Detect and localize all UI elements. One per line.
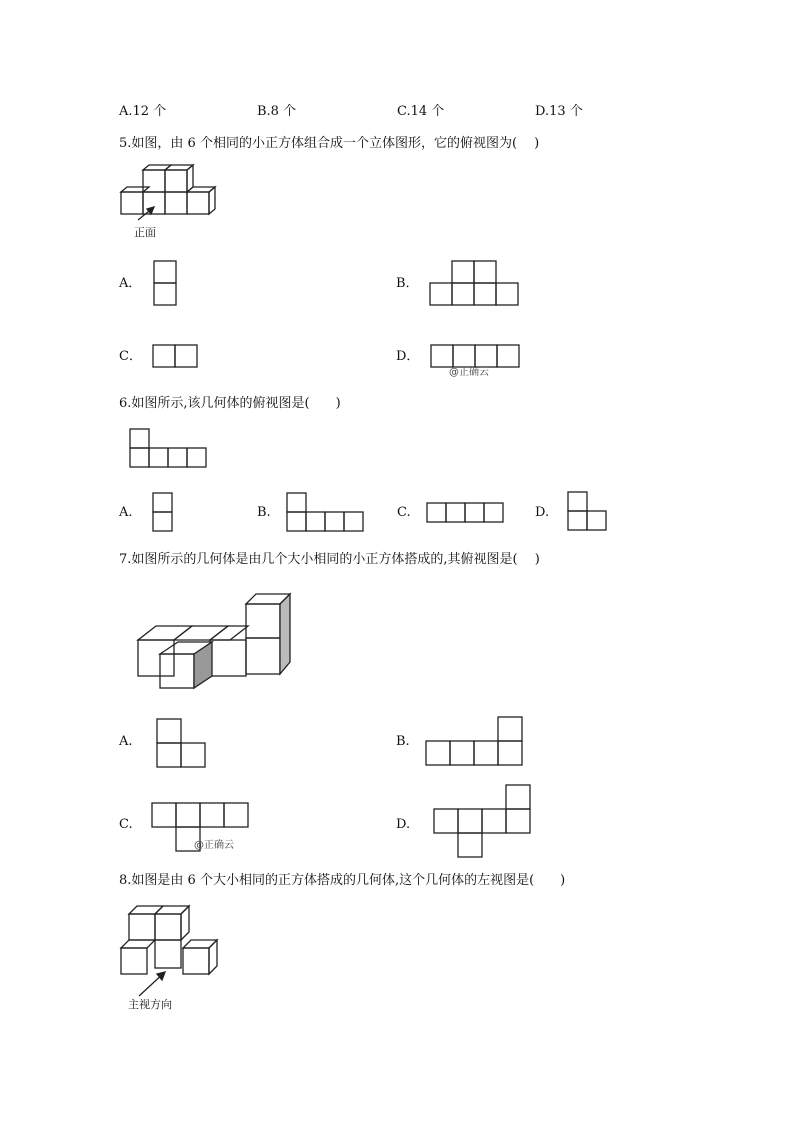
q5-option-b-figure	[429, 260, 521, 306]
q7-option-d-label: D.	[396, 817, 411, 832]
q8-direction-label: 主视方向	[128, 998, 172, 1011]
q4-option-c: C.14 个	[397, 104, 445, 119]
q4-option-d: D.13 个	[535, 104, 583, 119]
q7-option-d-figure	[433, 784, 533, 858]
q6-option-d-label: D.	[535, 505, 550, 520]
q8-question: 8.如图是由 6 个大小相同的正方体搭成的几何体,这个几何体的左视图是( )	[119, 873, 566, 888]
q6-option-c-label: C.	[397, 505, 411, 520]
q5-option-c-figure	[152, 344, 200, 368]
q8-solid-figure	[119, 904, 229, 1004]
q5-question: 5.如图，由 6 个相同的小正方体组合成一个立体图形，它的俯视图为( )	[119, 136, 540, 151]
q5-solid-figure	[118, 165, 228, 225]
q5-option-b-label: B．	[396, 276, 419, 291]
q7-question: 7.如图所示的几何体是由几个大小相同的小正方体搭成的,其俯视图是( )	[119, 552, 540, 567]
q7-option-c-label: C.	[119, 817, 133, 832]
q5-front-label: 正面	[134, 226, 156, 239]
q4-option-a: A.12 个	[119, 104, 167, 119]
q5-watermark: @正确云	[449, 367, 489, 378]
q6-option-c-figure	[426, 502, 506, 524]
q5-option-a-label: A．	[119, 276, 142, 291]
q7-option-b-figure	[425, 716, 525, 766]
q7-option-b-label: B.	[396, 734, 410, 749]
q6-option-a-figure	[152, 492, 174, 534]
q4-option-b: B.8 个	[257, 104, 297, 119]
q5-option-a-figure	[153, 260, 177, 306]
q7-option-a-label: A.	[119, 734, 133, 749]
q6-option-d-figure	[567, 491, 611, 533]
q7-option-a-figure	[156, 718, 208, 768]
q6-question: 6.如图所示,该几何体的俯视图是( )	[119, 396, 341, 411]
q7-watermark: @正确云	[194, 840, 234, 851]
q6-option-b-label: B.	[257, 505, 271, 520]
q5-option-d-label: D．	[396, 349, 420, 364]
q6-option-b-figure	[286, 492, 366, 534]
q7-solid-figure	[136, 590, 296, 690]
q6-option-a-label: A.	[119, 505, 133, 520]
q5-option-c-label: C．	[119, 349, 142, 364]
q6-solid-figure	[129, 428, 209, 470]
